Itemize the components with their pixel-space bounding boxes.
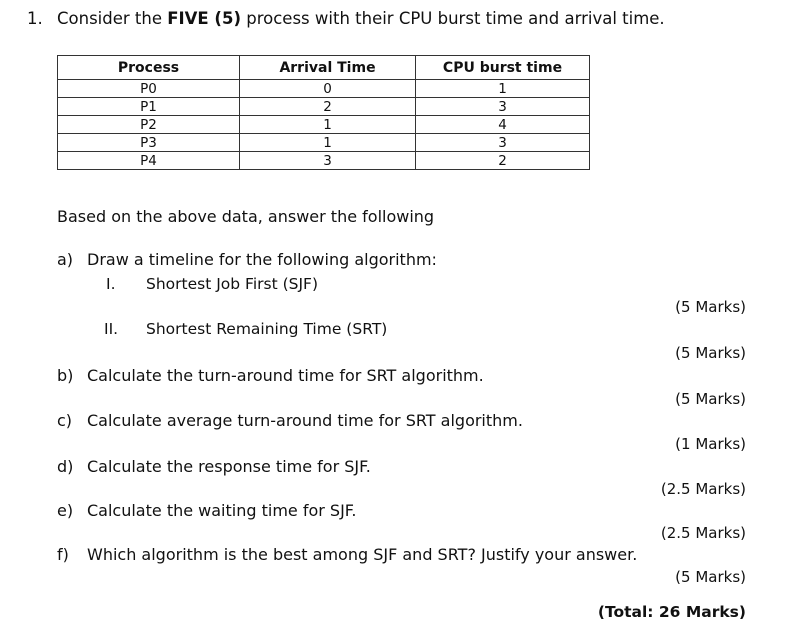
part-a-ii-text: Shortest Remaining Time (SRT) [146, 320, 388, 338]
cell-arrival: 3 [240, 152, 416, 170]
cell-process: P3 [58, 134, 240, 152]
table-header-row [58, 56, 590, 80]
question-prefix: Consider the [57, 9, 168, 28]
part-b-letter: b) [57, 366, 74, 385]
question-bold: FIVE (5) [167, 9, 241, 28]
part-f-text: Which algorithm is the best among SJF and SRT? Justify your answer. [87, 545, 638, 564]
question-suffix: process with their CPU burst time and arrival time. [241, 9, 665, 28]
part-c-text: Calculate average turn-around time for SRT algorithm. [87, 411, 523, 430]
part-d-marks: (2.5 Marks) [660, 480, 746, 498]
part-e-marks: (2.5 Marks) [660, 524, 746, 542]
cell-arrival: 2 [240, 98, 416, 116]
cell-burst: 4 [416, 116, 590, 134]
header-process: Process [58, 56, 240, 80]
part-c-marks: (1 Marks) [675, 435, 746, 453]
cell-arrival: 1 [240, 134, 416, 152]
cell-process: P0 [58, 80, 240, 98]
part-d-letter: d) [57, 457, 74, 476]
part-e-letter: e) [57, 501, 74, 520]
question-number: 1. [27, 9, 43, 28]
part-a-i-text: Shortest Job First (SJF) [146, 275, 318, 293]
cell-arrival: 0 [240, 80, 416, 98]
table-row [58, 134, 590, 152]
cell-burst: 2 [416, 152, 590, 170]
process-table [57, 55, 590, 170]
part-f-letter: f) [57, 545, 69, 564]
part-b-marks: (5 Marks) [675, 390, 746, 408]
part-e-text: Calculate the waiting time for SJF. [87, 501, 357, 520]
part-d-text: Calculate the response time for SJF. [87, 457, 371, 476]
intro-text: Based on the above data, answer the following [57, 207, 435, 226]
cell-process: P2 [58, 116, 240, 134]
table-row [58, 152, 590, 170]
cell-burst: 3 [416, 134, 590, 152]
table-row [58, 98, 590, 116]
cell-burst: 1 [416, 80, 590, 98]
part-a-i-marks: (5 Marks) [675, 298, 746, 316]
cell-process: P1 [58, 98, 240, 116]
table-row [58, 80, 590, 98]
part-a-text: Draw a timeline for the following algorithm: [87, 250, 437, 269]
part-a-ii-marks: (5 Marks) [675, 344, 746, 362]
part-b-text: Calculate the turn-around time for SRT algorithm. [87, 366, 484, 385]
part-f-marks: (5 Marks) [675, 568, 746, 586]
header-cpu-burst-time: CPU burst time [416, 56, 590, 80]
total-marks: (Total: 26 Marks) [597, 603, 746, 621]
part-a-ii-number: II. [104, 320, 119, 338]
header-arrival-time: Arrival Time [240, 56, 416, 80]
part-c-letter: c) [57, 411, 73, 430]
table-row [58, 116, 590, 134]
cell-arrival: 1 [240, 116, 416, 134]
cell-process: P4 [58, 152, 240, 170]
part-a-letter: a) [57, 250, 74, 269]
question-text [57, 9, 665, 28]
part-a-i-number: I. [106, 275, 116, 293]
cell-burst: 3 [416, 98, 590, 116]
